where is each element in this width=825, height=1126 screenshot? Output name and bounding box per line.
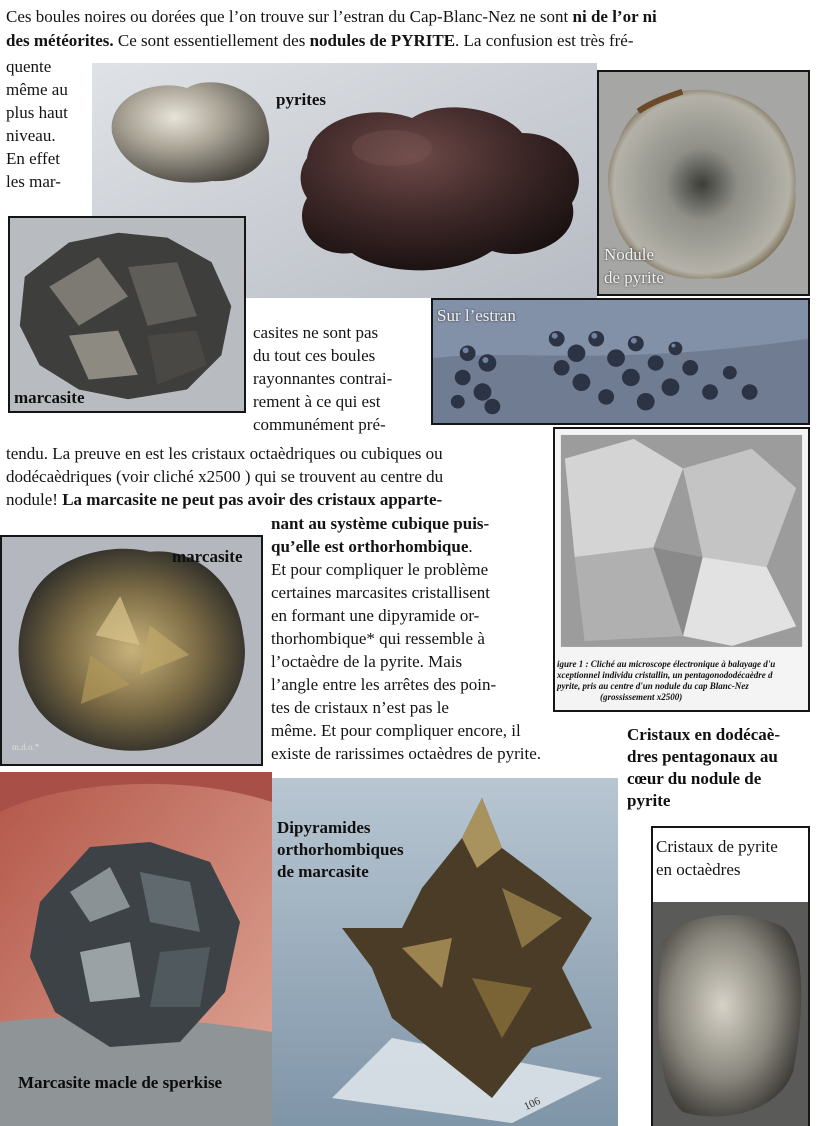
dipyr-caption-2: orthorhombiques xyxy=(277,840,404,859)
intro-line-2: des météorites. Ce sont essentiellement des nodules de PYRITE. La confusion est très fré- xyxy=(6,31,634,50)
octaedres-photo xyxy=(653,902,808,1126)
para3-line-1: tendu. La preuve en est les cristaux octaèdriques ou cubiques ou xyxy=(6,444,443,463)
dodeca-caption-4: pyrite xyxy=(627,791,671,810)
para2-line-4: rement à ce qui est xyxy=(253,392,381,411)
para4-line-6: l’angle entre les arrêtes des poin- xyxy=(271,675,497,694)
nodule-caption-2: de pyrite xyxy=(604,268,664,287)
marcasite-illustration-1 xyxy=(10,218,244,411)
para2-line-1: casites ne sont pas xyxy=(253,323,379,342)
para4-line-5: l’octaèdre de la pyrite. Mais xyxy=(271,652,463,671)
estran-caption: Sur l’estran xyxy=(437,306,516,325)
micro-caption-2: xceptionnel individu cristallin, un pentagonododécaèdre d xyxy=(557,670,773,680)
para3-line-3: nodule! La marcasite ne peut pas avoir des cristaux apparte- xyxy=(6,490,443,509)
para3-line-4: nant au système cubique puis- xyxy=(271,514,490,533)
intro-line-1: Ces boules noires ou dorées que l’on trouve sur l’estran du Cap-Blanc-Nez ne sont ni de l’or ni xyxy=(6,7,657,26)
intro-col-5: En effet xyxy=(6,149,60,168)
para3-line-2: dodécaèdriques (voir cliché x2500 ) qui se trouvent au centre du xyxy=(6,467,444,486)
micro-caption-4: (grossissement x2500) xyxy=(600,692,683,702)
nodule-caption-1: Nodule xyxy=(604,245,655,264)
specimen-tag: 106 xyxy=(522,1095,543,1113)
sperkise-caption: Marcasite macle de sperkise xyxy=(18,1073,223,1092)
marcasite-illustration-2 xyxy=(2,537,261,764)
intro-col-3: plus haut xyxy=(6,103,68,122)
para4-line-4: thorhombique* qui ressemble à xyxy=(271,629,485,648)
dodeca-caption-3: cœur du nodule de xyxy=(627,769,762,788)
intro-col-4: niveau. xyxy=(6,126,56,145)
para2-line-5: communément pré- xyxy=(253,415,386,434)
marcasite-photo-2 xyxy=(0,535,263,766)
para4-line-2: certaines marcasites cristallisent xyxy=(271,583,491,602)
dodeca-caption-2: dres pentagonaux au xyxy=(627,747,778,766)
para4-line-3: en formant une dipyramide or- xyxy=(271,606,480,625)
marcasite-caption-1: marcasite xyxy=(14,388,85,407)
octa-caption-2: en octaèdres xyxy=(656,860,741,879)
intro-col-6: les mar- xyxy=(6,172,61,191)
dipyr-caption-1: Dipyramides xyxy=(277,818,371,837)
octaedres-illustration xyxy=(653,902,808,1126)
intro-col-2: même au xyxy=(6,80,68,99)
pyrites-caption: pyrites xyxy=(276,90,327,109)
octa-caption-1: Cristaux de pyrite xyxy=(656,837,778,856)
para4-line-9: existe de rarissimes octaèdres de pyrite. xyxy=(271,744,542,763)
para2-line-2: du tout ces boules xyxy=(253,346,376,365)
intro-col-1: quente xyxy=(6,57,52,76)
dodeca-caption-1: Cristaux en dodécaè- xyxy=(627,725,780,744)
micro-caption-1: igure 1 : Cliché au microscope électronique à balayage d'u xyxy=(557,659,776,669)
dipyr-caption-3: de marcasite xyxy=(277,862,369,881)
mdo-mark: m.d.o.* xyxy=(12,742,40,752)
para3-line-5: qu’elle est orthorhombique. xyxy=(271,537,473,556)
para4-line-8: même. Et pour compliquer encore, il xyxy=(271,721,521,740)
marcasite-photo-1 xyxy=(8,216,246,413)
para2-line-3: rayonnantes contrai- xyxy=(253,369,393,388)
marcasite-caption-2: marcasite xyxy=(172,547,243,566)
micro-caption-3: pyrite, pris au centre d'un nodule du cap Blanc-Nez xyxy=(557,681,749,691)
para4-line-1: Et pour compliquer le problème xyxy=(271,560,489,579)
para4-line-7: tes de cristaux n’est pas le xyxy=(271,698,449,717)
